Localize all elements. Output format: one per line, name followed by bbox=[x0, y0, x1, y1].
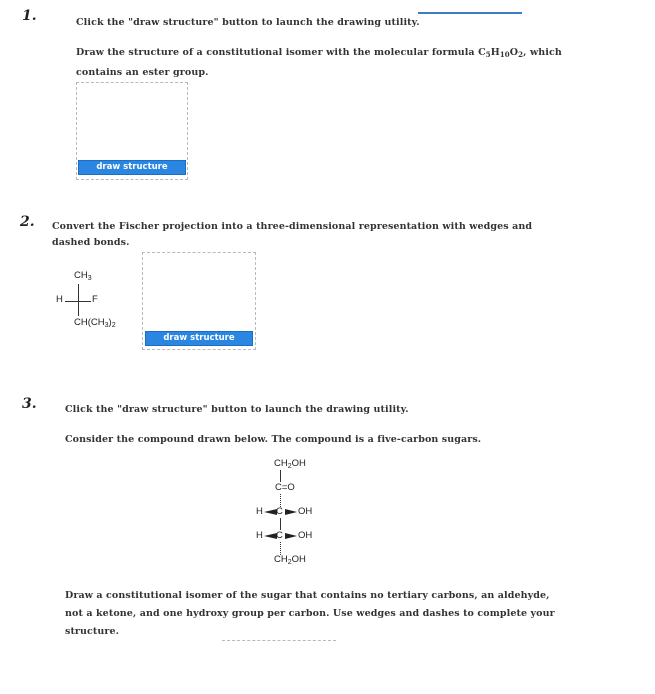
question-1-draw-structure-button[interactable]: draw structure bbox=[78, 160, 186, 175]
question-3-task-line1: Draw a constitutional isomer of the sugar that contains no tertiary carbons, an aldehyde, bbox=[65, 590, 550, 601]
question-1-instruction: Click the "draw structure" button to launch the drawing utility. bbox=[76, 17, 420, 28]
fischer-right-group: F bbox=[92, 294, 98, 305]
sugar-c3-c: C bbox=[276, 506, 283, 517]
sugar-c2: C=O bbox=[275, 482, 295, 493]
question-3-drawing-area-top[interactable] bbox=[222, 640, 336, 641]
formula-o: O bbox=[509, 47, 519, 58]
question-2-prompt-line2: dashed bonds. bbox=[52, 237, 130, 248]
sugar-c3-h: H bbox=[256, 506, 263, 517]
fischer-left-group: H bbox=[56, 294, 63, 305]
sugar-c5: $CH_2OH$ bbox=[274, 554, 306, 566]
question-3-task-line3: structure. bbox=[65, 626, 120, 637]
prompt-text-end: , which bbox=[523, 47, 562, 58]
fischer-vertical-bond bbox=[78, 284, 79, 316]
sugar-c4-oh: OH bbox=[298, 530, 313, 541]
question-2-prompt-line1: Convert the Fischer projection into a three-dimensional representation with wedges and bbox=[52, 221, 533, 232]
question-1-prompt-line2: contains an ester group. bbox=[76, 67, 209, 78]
question-1-number: 1. bbox=[22, 8, 37, 24]
sugar-c4-c: C bbox=[276, 530, 283, 541]
bond-c3-c4 bbox=[280, 518, 281, 530]
formula-h: H bbox=[490, 47, 500, 58]
question-3-prompt: Consider the compound drawn below. The compound is a five-carbon sugars. bbox=[65, 434, 482, 445]
question-3-instruction: Click the "draw structure" button to launch the drawing utility. bbox=[65, 404, 409, 415]
header-rule bbox=[418, 12, 522, 14]
wedge-c4-oh bbox=[284, 532, 298, 540]
sugar-structure bbox=[250, 458, 350, 570]
fischer-bottom-group: $CH(CH_3)_2$ bbox=[74, 317, 116, 329]
question-2-number: 2. bbox=[20, 214, 35, 230]
formula-subscript-h: 10 bbox=[499, 50, 510, 59]
wedge-c3-oh bbox=[284, 508, 298, 516]
fischer-top-group: $CH_3$ bbox=[74, 270, 92, 282]
sugar-c1: $CH_2OH$ bbox=[274, 458, 306, 470]
fischer-projection bbox=[50, 270, 140, 332]
sugar-c4-h: H bbox=[256, 530, 263, 541]
sugar-c3-oh: OH bbox=[298, 506, 313, 517]
question-3-number: 3. bbox=[22, 396, 37, 412]
question-2-draw-structure-button[interactable]: draw structure bbox=[145, 331, 253, 346]
question-1-prompt-line1 bbox=[76, 47, 562, 59]
bond-c1-c2 bbox=[280, 470, 281, 482]
prompt-text: Draw the structure of a constitutional isomer with the molecular formula C bbox=[76, 47, 486, 58]
formula-subscript-o: 2 bbox=[518, 50, 524, 59]
question-3-task-line2: not a ketone, and one hydroxy group per carbon. Use wedges and dashes to complete your bbox=[65, 608, 555, 619]
formula-subscript-c: 5 bbox=[485, 50, 491, 59]
